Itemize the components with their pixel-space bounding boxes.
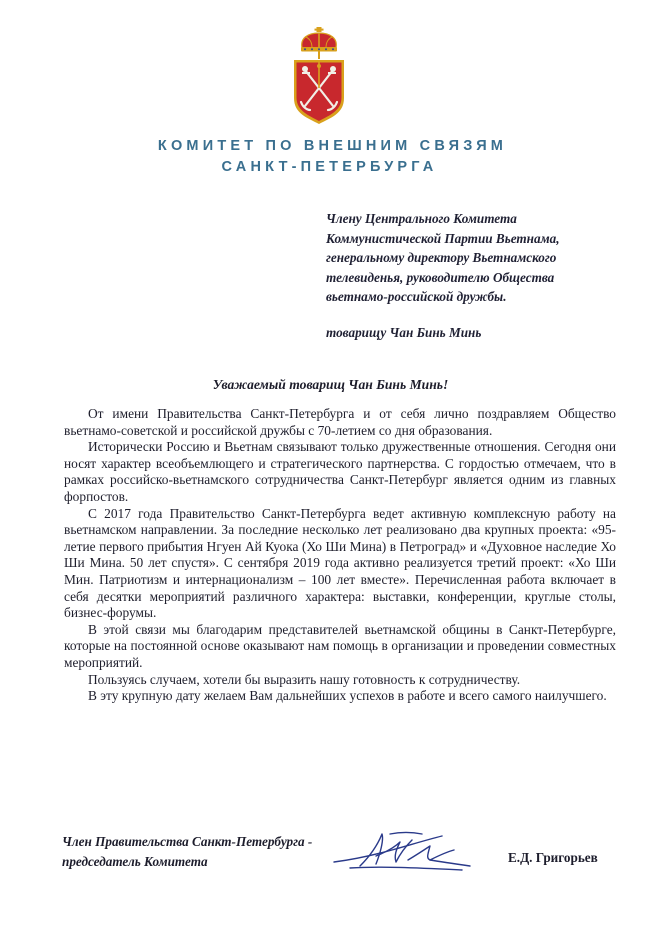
crown-icon <box>301 27 337 52</box>
addressee-line: вьетнамо-российской дружбы. <box>326 289 507 304</box>
paragraph: С 2017 года Правительство Санкт-Петербурга ведет активную комплексную работу на вьетнамском направлении. За последние несколько лет реализовано два крупных проекта: «95-летие первого прибытия Нгуен Ай Куока (Хо Ши Мина) в Петроград» и «Духовное наследие Хо Ши Мина. 50 лет спустя». С сентября 2019 года активно реализуется третий проект: «Хо Ши Мин. Патриотизм и интернационализм – 100 лет вместе». Перечисленная работа включает в себя десятки мероприятий различного характера: выставки, конференции, круглые столы, бизнес-форумы. <box>64 505 616 621</box>
signatory-position-line: председатель Комитета <box>62 854 208 869</box>
letter-body <box>64 406 616 705</box>
handwritten-signature <box>330 826 480 876</box>
paragraph: Пользуясь случаем, хотели бы выразить нашу готовность к сотрудничеству. <box>88 671 521 687</box>
coat-of-arms-icon <box>288 26 350 126</box>
addressee-block <box>326 209 636 342</box>
salutation-text: Уважаемый товарищ Чан Бинь Минь! <box>212 377 449 392</box>
addressee-name: товарищу Чан Бинь Минь <box>326 324 482 340</box>
paragraph: В эту крупную дату желаем Вам дальнейших успехов в работе и всего самого наилучшего. <box>88 688 607 704</box>
city-name: САНКТ-ПЕТЕРБУРГА <box>221 159 438 175</box>
addressee-line: телевиденья, руководителю Общества <box>326 269 555 285</box>
committee-name: КОМИТЕТ ПО ВНЕШНИМ СВЯЗЯМ <box>157 138 508 154</box>
committee-header <box>0 136 657 178</box>
paragraph: Исторически Россию и Вьетнам связывают только дружественные отношения. Сегодня они носят характер всеобъемлющего и стратегического партнерства. С гордостью отмечаем, что в рамках российско-вьетнамского сотрудничества Санкт-Петербург является одним из главных форпостов. <box>64 439 616 504</box>
salutation <box>0 377 657 393</box>
addressee-line: Коммунистической Партии Вьетнама, <box>326 230 560 246</box>
signatory-position-line: Член Правительства Санкт-Петербурга - <box>62 834 313 849</box>
paragraph: От имени Правительства Санкт-Петербурга и от себя лично поздравляем Общество вьетнамо-советской и российской дружбы с 70-летием со дня образования. <box>64 406 616 438</box>
signatory-name: Е.Д. Григорьев <box>508 850 598 865</box>
addressee-line: Члену Центрального Комитета <box>326 211 517 226</box>
paragraph: В этой связи мы благодарим представителей вьетнамской общины в Санкт-Петербурге, которые на постоянной основе оказывают нам помощь в организации и проведении совместных мероприятий. <box>64 621 616 670</box>
addressee-line: генеральному директору Вьетнамского <box>326 250 557 265</box>
